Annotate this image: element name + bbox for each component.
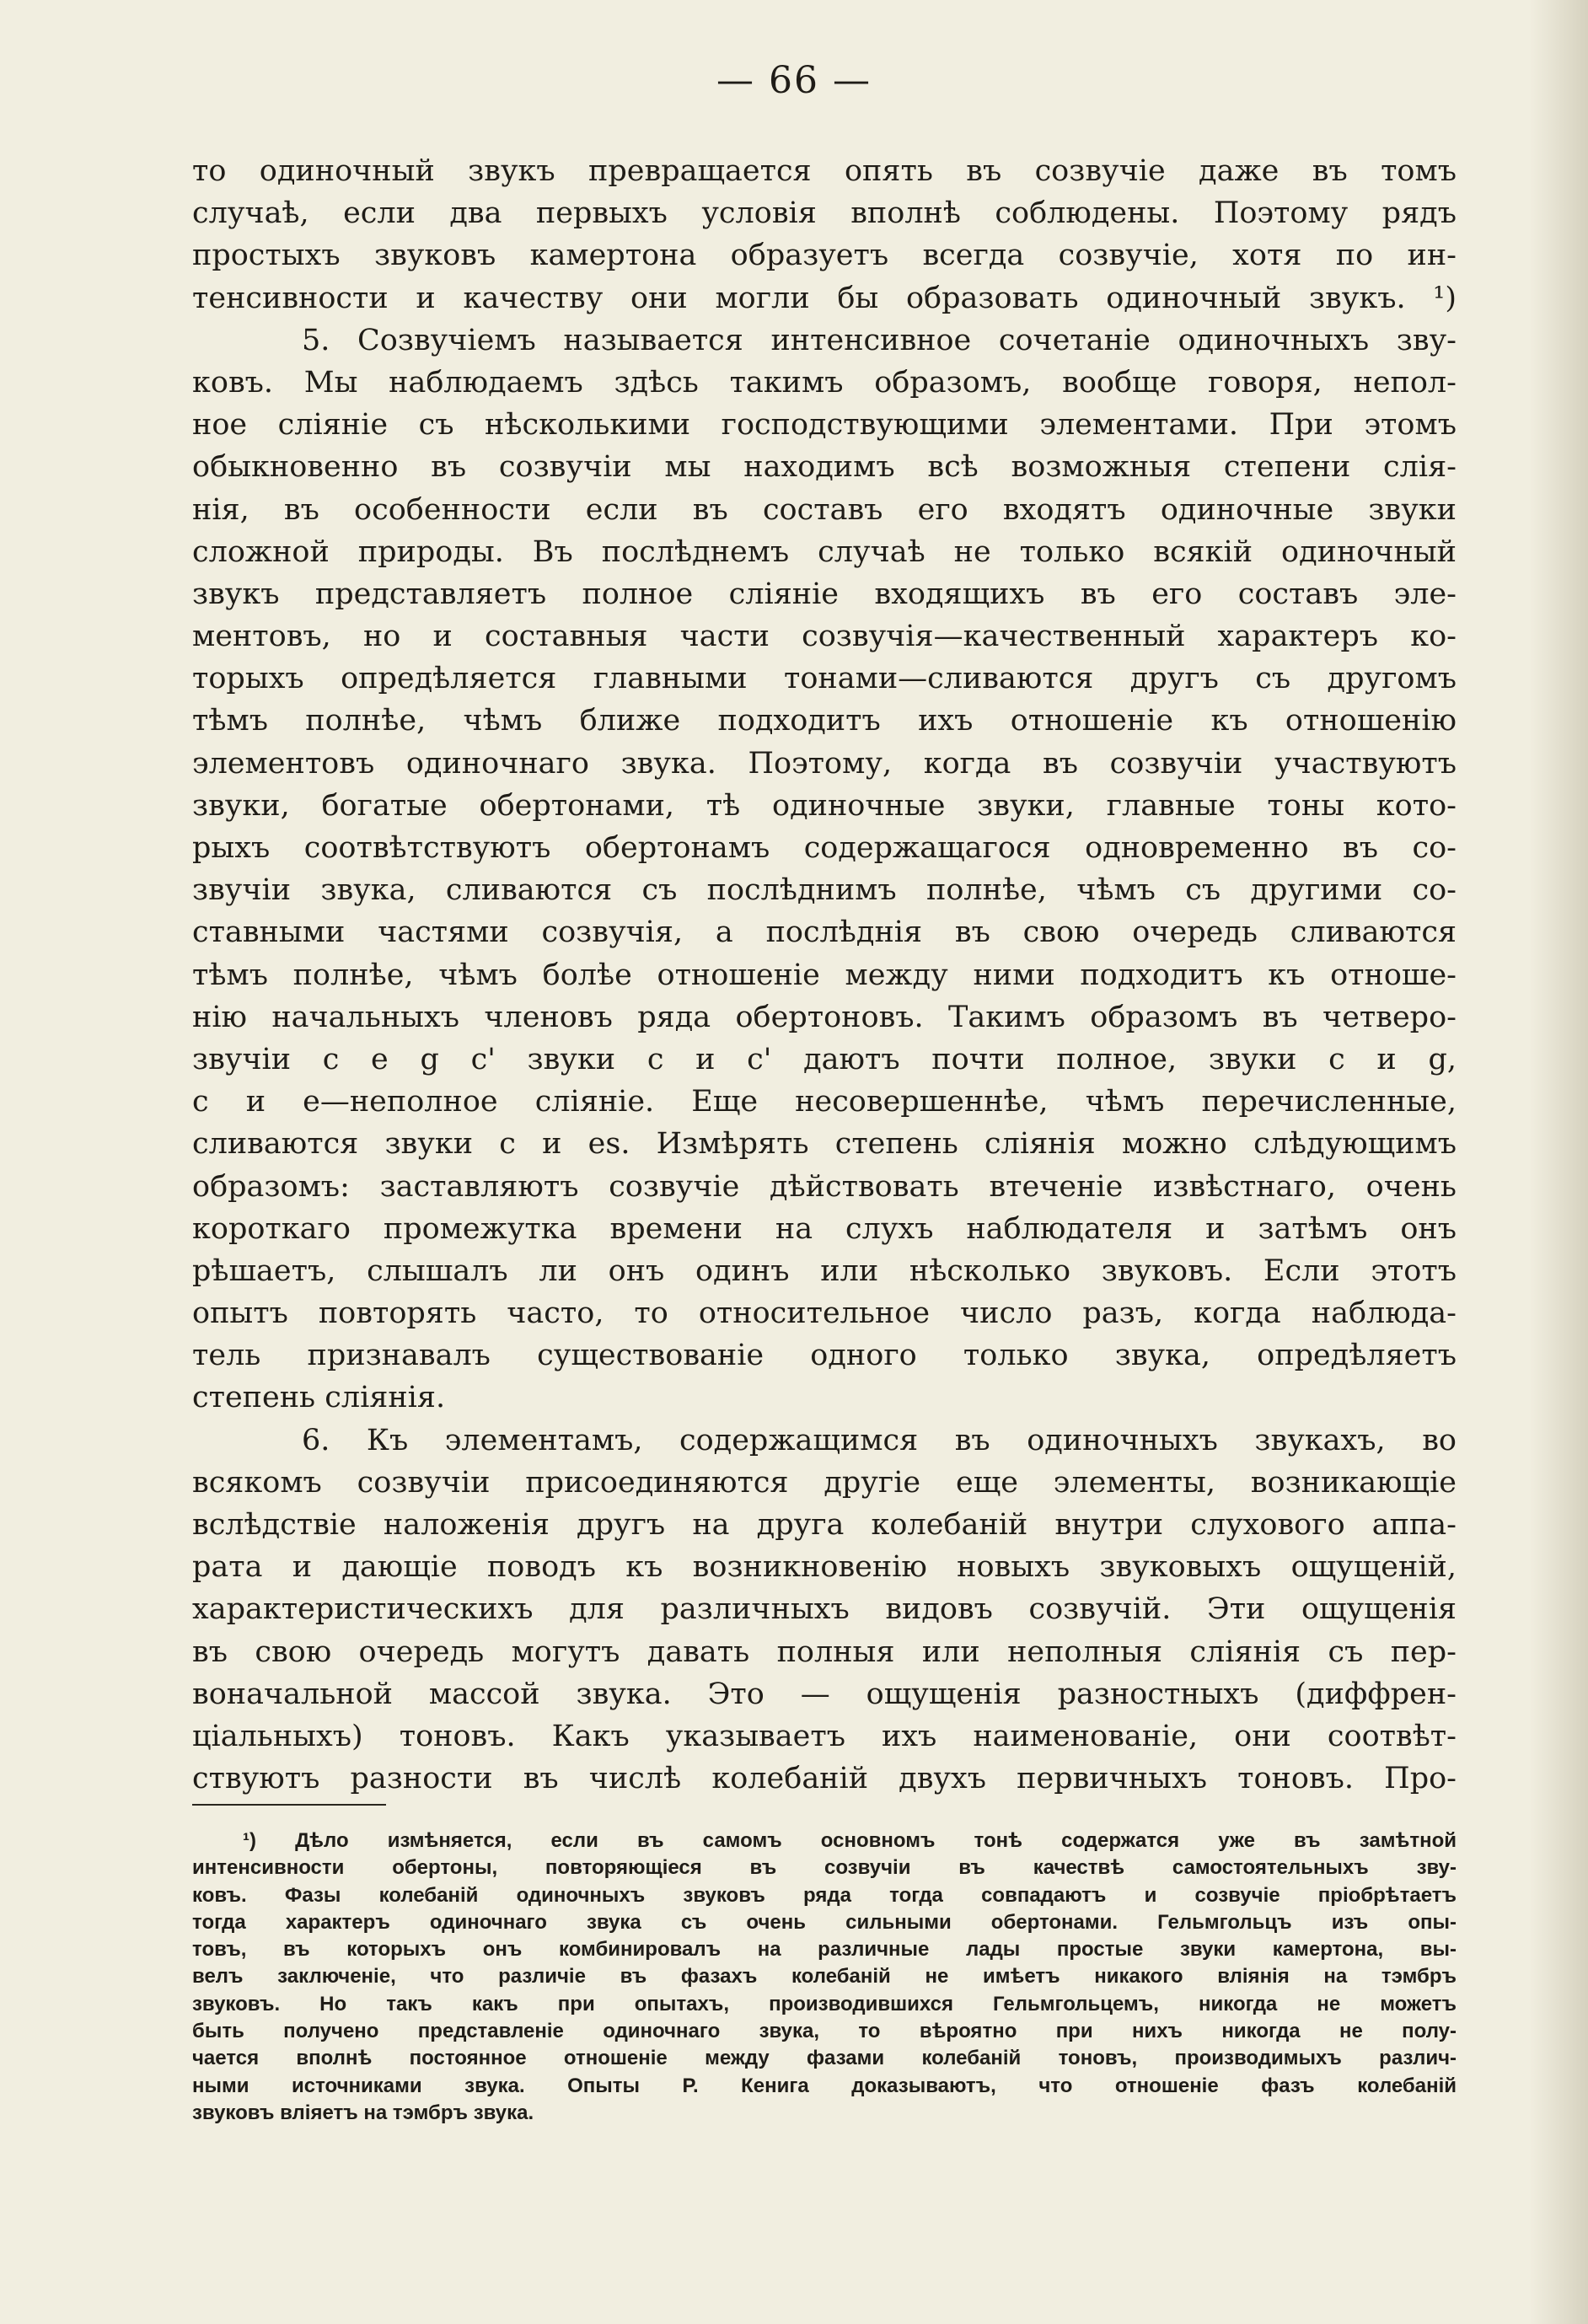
footnote-line: быть получено представленіе одиночнаго звука, то вѣроятно при нихъ никогда не полу- <box>192 2020 1457 2043</box>
text-line: образомъ: заставляютъ созвучіе дѣйствовать втеченіе извѣстнаго, очень <box>192 1169 1457 1204</box>
text-line: ковъ. Мы наблюдаемъ здѣсь такимъ образомъ, вообще говоря, непол- <box>192 365 1457 400</box>
footnote-line: звуковъ вліяетъ на тэмбръ звука. <box>192 2101 534 2124</box>
footnote-line: интенсивности обертоны, повторяющіеся въ созвучіи въ качествѣ самостоятельныхъ зву- <box>192 1856 1457 1880</box>
text-line: торыхъ опредѣляется главными тонами—сливаются другъ съ другомъ <box>192 662 1457 696</box>
text-line: ствуютъ разности въ числѣ колебаній двухъ первичныхъ тоновъ. Про- <box>192 1762 1457 1796</box>
page-number: — 66 — <box>716 59 872 102</box>
text-line: вслѣдствіе наложенія другъ на друга колебаній внутри слухового аппа- <box>192 1508 1457 1542</box>
text-line: c и e—неполное сліяніе. Еще несовершеннѣе, чѣмъ перечисленные, <box>192 1085 1457 1119</box>
text-line: ставными частями созвучія, а послѣднія въ свою очередь сливаются <box>192 915 1457 950</box>
text-line: звучіи звука, сливаются съ послѣднимъ полнѣе, чѣмъ съ другими со- <box>192 873 1457 908</box>
footnote-line: тогда характеръ одиночнаго звука съ очень сильными обертонами. Гельмгольцъ изъ опы- <box>192 1910 1457 1934</box>
text-line: сливаются звуки c и es. Измѣрять степень сліянія можно слѣдующимъ <box>192 1127 1457 1162</box>
footnote-line: велъ заключеніе, что различіе въ фазахъ колебаній не имѣетъ никакого вліянія на тэмбръ <box>192 1965 1457 1989</box>
page-edge-shadow <box>1529 0 1588 2324</box>
text-line: въ свою очередь могутъ давать полныя или неполныя сліянія съ пер- <box>192 1634 1457 1669</box>
text-line: ціальныхъ) тоновъ. Какъ указываетъ ихъ наименованіе, они соотвѣт- <box>192 1719 1457 1753</box>
footnote-line: чается вполнѣ постоянное отношеніе между фазами колебаній тоновъ, производимыхъ различ- <box>192 2047 1457 2070</box>
text-line: рата и дающіе поводъ къ возникновенію новыхъ звуковыхъ ощущеній, <box>192 1550 1457 1585</box>
footnote-divider <box>192 1804 386 1806</box>
text-line: обыкновенно въ созвучіи мы находимъ всѣ возможныя степени слія- <box>192 450 1457 485</box>
text-line: тѣмъ полнѣе, чѣмъ ближе подходитъ ихъ отношеніе къ отношенію <box>192 704 1457 738</box>
text-line: короткаго промежутка времени на слухъ наблюдателя и затѣмъ онъ <box>192 1211 1457 1246</box>
text-line: рѣшаетъ, слышалъ ли онъ одинъ или нѣсколько звуковъ. Если этотъ <box>192 1253 1457 1288</box>
text-line: тѣмъ полнѣе, чѣмъ болѣе отношеніе между ними подходитъ къ отноше- <box>192 958 1457 992</box>
text-line: рыхъ соотвѣтствуютъ обертонамъ содержащагося одновременно въ со- <box>192 831 1457 865</box>
text-line: звукъ представляетъ полное сліяніе входящихъ въ его составъ эле- <box>192 577 1457 611</box>
text-line: случаѣ, если два первыхъ условія вполнѣ соблюдены. Поэтому рядъ <box>192 196 1457 231</box>
text-line: тенсивности и качеству они могли бы образовать одиночный звукъ. ¹) <box>192 281 1457 315</box>
text-line: ментовъ, но и составныя части созвучія—качественный характеръ ко- <box>192 620 1457 654</box>
text-line: тель признавалъ существованіе одного только звука, опредѣляетъ <box>192 1339 1457 1373</box>
text-line: 5. Созвучіемъ называется интенсивное сочетаніе одиночныхъ зву- <box>302 323 1457 357</box>
footnote-line: ными источниками звука. Опыты Р. Кенига доказываютъ, что отношеніе фазъ колебаній <box>192 2074 1457 2097</box>
text-line: элементовъ одиночнаго звука. Поэтому, когда въ созвучіи участвуютъ <box>192 746 1457 781</box>
text-line: степень сліянія. <box>192 1381 446 1415</box>
footnote-line: товъ, въ которыхъ онъ комбинировалъ на различные лады простые звуки камертона, вы- <box>192 1938 1457 1962</box>
footnote-line: звуковъ. Но такъ какъ при опытахъ, производившихся Гельмгольцемъ, никогда не можетъ <box>192 1992 1457 2015</box>
text-line: нію начальныхъ членовъ ряда обертоновъ. Такимъ образомъ въ четверо- <box>192 1000 1457 1034</box>
footnote-line: ¹) Дѣло измѣняется, если въ самомъ основномъ тонѣ содержатся уже въ замѣтной <box>243 1829 1457 1852</box>
text-line: простыхъ звуковъ камертона образуетъ всегда созвучіе, хотя по ин- <box>192 239 1457 273</box>
text-line: звуки, богатые обертонами, тѣ одиночные звуки, главные тоны кото- <box>192 788 1457 823</box>
footnote <box>192 1828 1457 2127</box>
text-line: ное сліяніе съ нѣсколькими господствующими элементами. При этомъ <box>192 408 1457 443</box>
text-line: сложной природы. Въ послѣднемъ случаѣ не только всякій одиночный <box>192 534 1457 569</box>
footnote-line: ковъ. Фазы колебаній одиночныхъ звуковъ ряда тогда совпадаютъ и созвучіе пріобрѣтаетъ <box>192 1883 1457 1907</box>
text-line: нія, въ особенности если въ составъ его входятъ одиночные звуки <box>192 492 1457 527</box>
body-text <box>192 150 1457 1800</box>
text-line: то одиночный звукъ превращается опять въ созвучіе даже въ томъ <box>192 154 1457 188</box>
text-line: всякомъ созвучіи присоединяются другіе еще элементы, возникающіе <box>192 1465 1457 1500</box>
text-line: воначальной массой звука. Это — ощущенія разностныхъ (диффрен- <box>192 1677 1457 1711</box>
text-line: звучіи c e g c' звуки c и c' даютъ почти полное, звуки c и g, <box>192 1042 1457 1076</box>
text-line: характеристическихъ для различныхъ видовъ созвучій. Эти ощущенія <box>192 1592 1457 1627</box>
text-line: 6. Къ элементамъ, содержащимся въ одиночныхъ звукахъ, во <box>302 1423 1457 1457</box>
text-line: опытъ повторять часто, то относительное число разъ, когда наблюда- <box>192 1296 1457 1331</box>
